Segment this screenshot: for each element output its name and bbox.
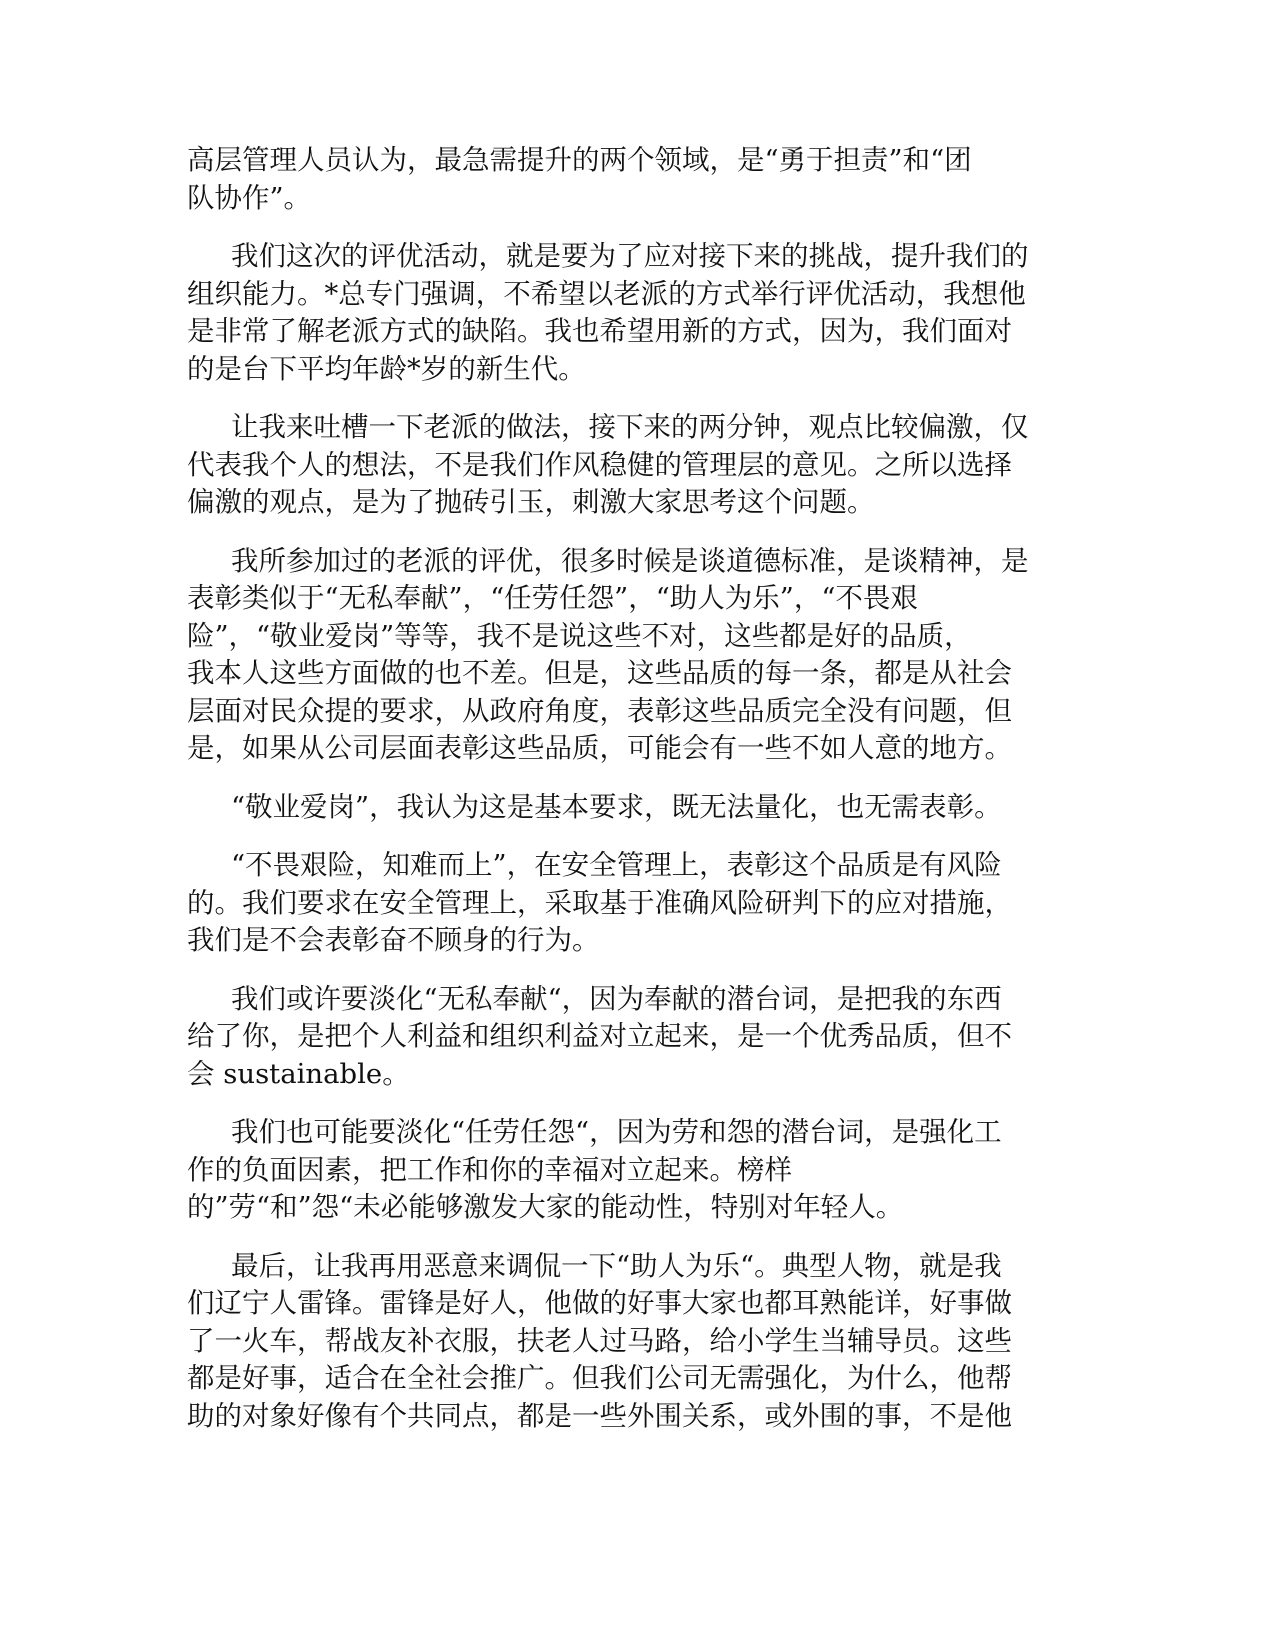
paragraph-7: 我们或许要淡化“无私奉献“，因为奉献的潜台词，是把我的东西 给了你，是把个人利益和组织利益对立起来，是一个优秀品质，但不 会 sustainable。 — [187, 982, 1012, 1090]
paragraph-4: 我所参加过的老派的评优，很多时候是谈道德标准，是谈精神，是 表彰类似于“无私奉献”，“任劳任怨”，“助人为乐”，“不畏艰 险”，“敬业爱岗”等等，我不是说这些不对，这些都是好的品质， 我本人这些方面做的也不差。但是，这些品质的每一条，都是从社会 层面对民众提的要求，从政府角度，表彰这些品质完全没有问题，但 是，如果从公司层面表彰这些品质，可能会有一些不如人意的地方。 — [187, 544, 1029, 764]
paragraph-5: “敬业爱岗”，我认为这是基本要求，既无法量化，也无需表彰。 — [231, 790, 1002, 823]
paragraph-8: 我们也可能要淡化“任劳任怨“，因为劳和怨的潜台词，是强化工 作的负面因素，把工作和你的幸福对立起来。榜样 的”劳“和”怨“未必能够激发大家的能动性，特别对年轻人。 — [187, 1116, 1002, 1223]
paragraph-9: 最后，让我再用恶意来调侃一下“助人为乐“。典型人物，就是我 们辽宁人雷锋。雷锋是好人，他做的好事大家也都耳熟能详，好事做 了一火车，帮战友补衣服，扶老人过马路，给小学生当辅导员。这些 都是好事，适合在全社会推广。但我们公司无需强化，为什么，他帮 助的对象好像有个共同点，都是一些外围关系，或外围的事，不是他 — [187, 1249, 1012, 1432]
paragraph-6: “不畏艰险，知难而上”，在安全管理上，表彰这个品质是有风险 的。我们要求在安全管理上，采取基于准确风险研判下的应对措施， 我们是不会表彰奋不顾身的行为。 — [187, 849, 1012, 956]
paragraph-3: 让我来吐槽一下老派的做法，接下来的两分钟，观点比较偏激，仅 代表我个人的想法，不是我们作风稳健的管理层的意见。之所以选择 偏激的观点，是为了抛砖引玉，刺激大家思考这个问题。 — [187, 411, 1029, 518]
paragraph-1: 高层管理人员认为，最急需提升的两个领域，是“勇于担责”和“团 队协作”。 — [187, 144, 972, 214]
paragraph-2: 我们这次的评优活动，就是要为了应对接下来的挑战，提升我们的 组织能力。*总专门强调，不希望以老派的方式举行评优活动，我想他 是非常了解老派方式的缺陷。我也希望用新的方式，因为，我们面对 的是台下平均年龄*岁的新生代。 — [187, 240, 1029, 385]
document-page — [187, 142, 1077, 1456]
